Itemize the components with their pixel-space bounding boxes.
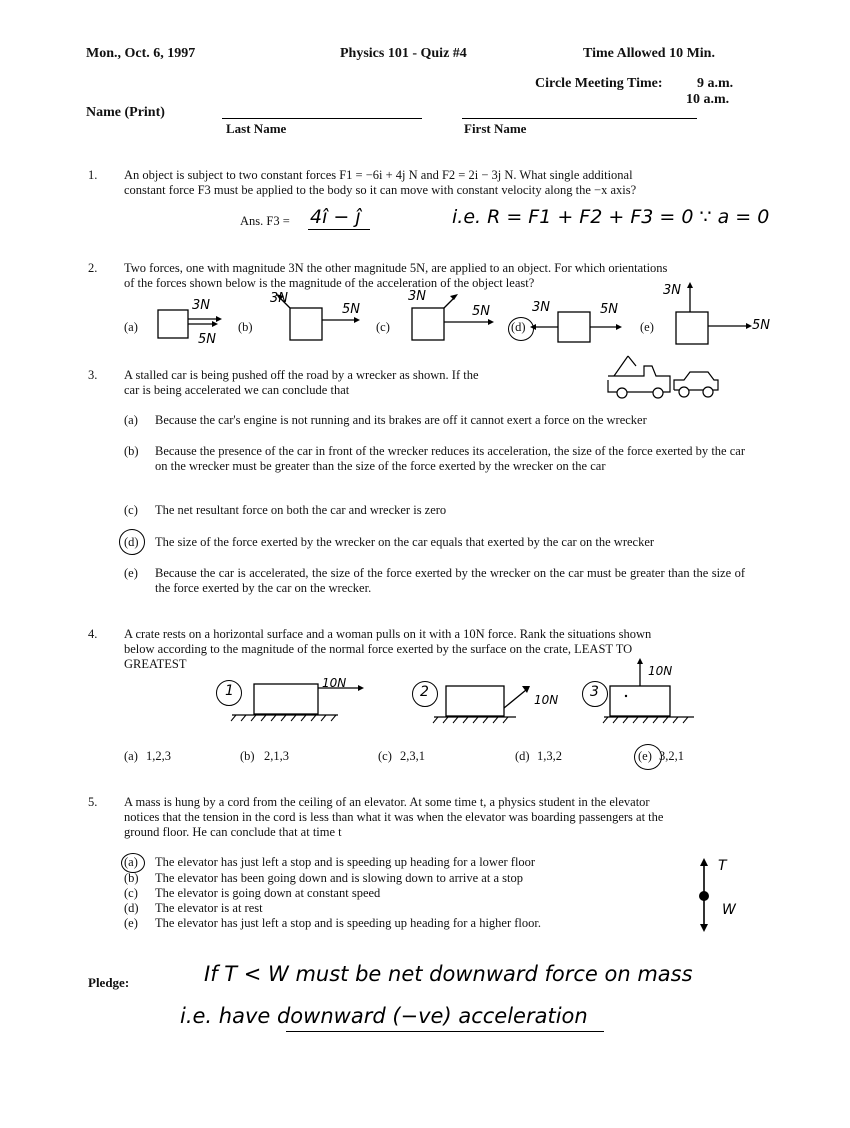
q5-option-c-letter[interactable]: (c) <box>124 886 138 900</box>
name-label: Name (Print) <box>86 105 165 120</box>
q3-option-a-text: Because the car's engine is not running and its brakes are off it cannot exert a force on the wrecker <box>155 413 647 427</box>
q4-text-line2: below according to the magnitude of the normal force exerted by the surface on the crate, LEAST TO <box>124 642 633 656</box>
q2-c-3n: 3N <box>408 289 426 304</box>
q5-option-e-letter[interactable]: (e) <box>124 916 138 930</box>
q2-e-5n: 5N <box>752 318 770 333</box>
q5-option-d-text: The elevator is at rest <box>155 901 263 915</box>
q1-text-line1: An object is subject to two constant forces F1 = −6i + 4j N and F2 = 2i − 3j N. What single additional <box>124 168 633 182</box>
q4-option-d-letter[interactable]: (d) <box>515 749 530 763</box>
q1-handwritten-note: i.e. R = F1 + F2 + F3 = 0 ∵ a = 0 <box>452 206 770 228</box>
q4-text-line3: GREATEST <box>124 657 187 671</box>
q2-d-3n: 3N <box>532 300 550 315</box>
q1-handwritten-answer: 4î − ĵ <box>310 206 361 228</box>
q4-option-e-text: 3,2,1 <box>659 749 684 763</box>
meeting-time-10am[interactable]: 10 a.m. <box>686 92 730 107</box>
q5-option-c-text: The elevator is going down at constant speed <box>155 886 381 900</box>
q2-text-line1: Two forces, one with magnitude 3N the other magnitude 5N, are applied to an object. For which orientations <box>124 261 668 275</box>
pledge-underline <box>286 1031 604 1032</box>
q4-text-line1: A crate rests on a horizontal surface and a woman pulls on it with a 10N force. Rank the situations shown <box>124 627 652 641</box>
q4-option-a-letter[interactable]: (a) <box>124 749 138 763</box>
q5-text-line3: ground floor. He can conclude that at time t <box>124 825 342 839</box>
q4-option-d-text: 1,3,2 <box>537 749 562 763</box>
q3-option-c-text: The net resultant force on both the car and wrecker is zero <box>155 503 447 517</box>
last-name-field[interactable] <box>222 118 422 119</box>
q3-option-b-text: Because the presence of the car in front of the wrecker reduces its acceleration, the size of the force exerted by the car on the wrecker must be greater than the size of the force exerted by the wrecker on the car <box>155 444 745 473</box>
q4-option-c-letter[interactable]: (c) <box>378 749 392 763</box>
q4-number: 4. <box>88 627 98 641</box>
q5-free-body-diagram <box>688 856 738 936</box>
q4-option-e-letter[interactable]: (e) <box>638 749 652 763</box>
time-allowed: Time Allowed 10 Min. <box>583 46 715 61</box>
q4-3-10n: 10N <box>648 664 673 678</box>
wrecker-car-illustration <box>600 352 730 402</box>
pledge-handwritten-line1: If T < W must be net downward force on mass <box>204 962 693 986</box>
q2-diagram-a <box>150 300 230 350</box>
q3-option-d-letter[interactable]: (d) <box>124 535 139 549</box>
q4-option-a-text: 1,2,3 <box>146 749 171 763</box>
q5-option-e-text: The elevator has just left a stop and is speeding up heading for a higher floor. <box>155 916 542 930</box>
q5-option-b-letter[interactable]: (b) <box>124 871 139 885</box>
last-name-label: Last Name <box>226 121 287 136</box>
q2-b-5n: 5N <box>342 302 360 317</box>
q3-option-c-letter[interactable]: (c) <box>124 503 138 517</box>
q4-2-10n: 10N <box>534 693 559 707</box>
q1-text-line2: constant force F3 must be applied to the body so it can move with constant velocity along the −x axis? <box>124 183 637 197</box>
q5-option-d-letter[interactable]: (d) <box>124 901 139 915</box>
q5-option-a-text: The elevator has just left a stop and is speeding up heading for a lower floor <box>155 855 536 869</box>
pledge-handwritten-line2: i.e. have downward (−ve) acceleration <box>180 1004 588 1028</box>
q2-a-3n: 3N <box>192 298 210 313</box>
q4-diagram-1 <box>228 676 378 724</box>
q2-a-5n: 5N <box>198 332 216 347</box>
q1-number: 1. <box>88 168 98 182</box>
q4-diagram-2 <box>430 676 550 724</box>
meeting-time-label: Circle Meeting Time: <box>535 76 663 91</box>
q2-text-line2: of the forces shown below is the magnitude of the acceleration of the object least? <box>124 276 535 290</box>
q2-e-3n: 3N <box>663 283 681 298</box>
q3-option-b-letter[interactable]: (b) <box>124 444 139 458</box>
q5-weight-label: W <box>722 902 736 918</box>
q2-number: 2. <box>88 261 98 275</box>
q2-option-a-label[interactable]: (a) <box>124 320 138 334</box>
q5-option-b-text: The elevator has been going down and is slowing down to arrive at a stop <box>155 871 523 885</box>
q3-text-line2: car is being accelerated we can conclude that <box>124 383 350 397</box>
first-name-label: First Name <box>464 121 527 136</box>
first-name-field[interactable] <box>462 118 697 119</box>
q5-text-line1: A mass is hung by a cord from the ceiling of an elevator. At some time t, a physics student in the elevator <box>124 795 650 809</box>
quiz-date: Mon., Oct. 6, 1997 <box>86 46 196 61</box>
q3-option-a-letter[interactable]: (a) <box>124 413 138 427</box>
q2-b-3n: 3N <box>270 291 288 306</box>
q1-answer-label: Ans. F3 = <box>240 214 290 228</box>
q3-option-d-text: The size of the force exerted by the wrecker on the car equals that exerted by the car on the wrecker <box>155 535 655 549</box>
q3-option-e-letter[interactable]: (e) <box>124 566 138 580</box>
q4-option-b-letter[interactable]: (b) <box>240 749 255 763</box>
q3-number: 3. <box>88 368 98 382</box>
course-title: Physics 101 - Quiz #4 <box>340 46 467 61</box>
q2-option-b-label[interactable]: (b) <box>238 320 253 334</box>
q2-option-d-label[interactable]: (d) <box>511 320 526 334</box>
q5-number: 5. <box>88 795 98 809</box>
q4-option-b-text: 2,1,3 <box>264 749 289 763</box>
q5-tension-label: T <box>718 858 727 874</box>
q3-option-e-text: Because the car is accelerated, the size of the force exerted by the wrecker on the car must be greater than the size of the force exerted by the car on the wrecker. <box>155 566 745 595</box>
q2-c-5n: 5N <box>472 304 490 319</box>
q2-option-e-label[interactable]: (e) <box>640 320 654 334</box>
q3-text-line1: A stalled car is being pushed off the road by a wrecker as shown. If the <box>124 368 479 382</box>
q4-situation-3-label: 3 <box>590 684 599 700</box>
q2-option-c-label[interactable]: (c) <box>376 320 390 334</box>
q4-option-c-text: 2,3,1 <box>400 749 425 763</box>
pledge-label: Pledge: <box>88 975 130 990</box>
q4-situation-1-label: 1 <box>225 683 234 699</box>
q4-1-10n: 10N <box>322 676 347 690</box>
q5-option-a-letter[interactable]: (a) <box>124 855 138 869</box>
q4-situation-2-label: 2 <box>420 684 429 700</box>
q2-diagram-e <box>670 280 770 350</box>
q1-answer-underline <box>308 229 370 230</box>
q2-d-5n: 5N <box>600 302 618 317</box>
meeting-time-9am[interactable]: 9 a.m. <box>697 76 734 91</box>
q5-text-line2: notices that the tension in the cord is less than what it was when the elevator was boarding passengers at the <box>124 810 664 824</box>
